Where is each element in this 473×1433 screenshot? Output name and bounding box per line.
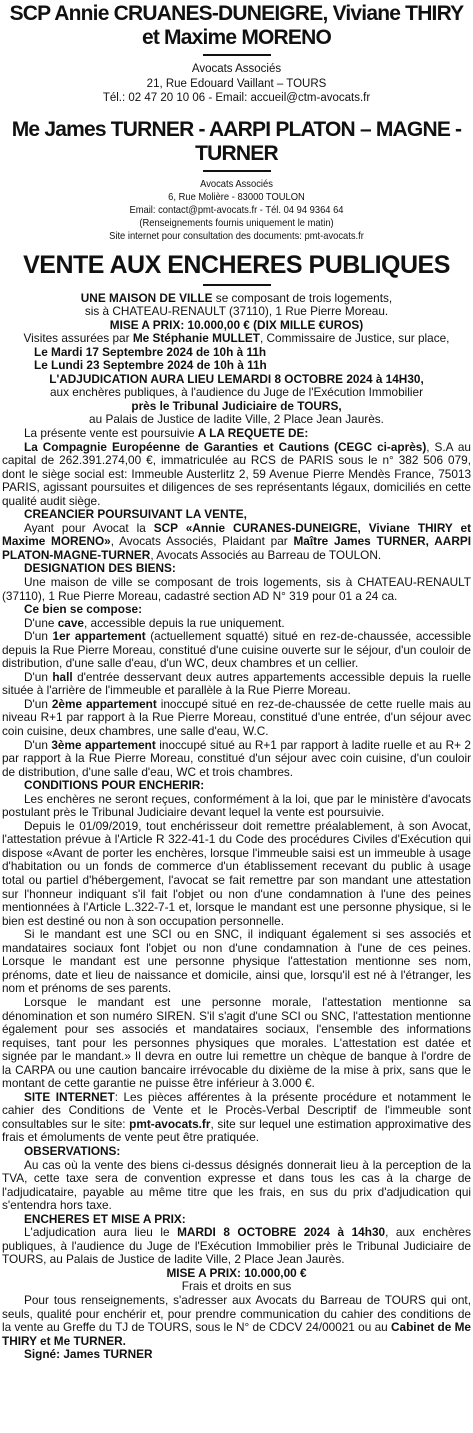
creditor-text: Ayant pour Avocat la SCP «Annie CURANES-DUNEIGRE, Viviane THIRY et Maxime MORENO», Avocats Associés, Plaidant par Maître James TURNER, AARPI PLATON-MAGNE-TURNER, Avocats Associés au Barreau de TOULON. xyxy=(2,520,471,562)
divider xyxy=(203,170,271,172)
adjudication-line4: au Palais de Justice de ladite Ville, 2 Place Jean Jaurès. xyxy=(89,412,384,427)
firm2-subtitle: Avocats Associés xyxy=(200,178,273,190)
firm1-name-line2: et Maxime MORENO xyxy=(141,26,332,49)
auction-heading: ENCHERES ET MISE A PRIX: xyxy=(24,1211,186,1226)
auction-text: L'adjudication aura lieu le MARDI 8 OCTOBRE 2024 à 14h30, aux enchères publiques, à l'audience du Juge de l'Exécution Immobilier près le Tribunal Judiciaire de TOURS, au Palais de Justice de ladite Ville, 2 Place Jean Jaurès. xyxy=(2,1225,471,1267)
item-apartment-1: D'un 1er appartement (actuellement squatté) situé en rez-de-chaussée, accessible depuis la Rue Pierre Moreau, constitué d'une cuisine ouverte sur le séjour, d'un couloir de distribution, d'une salle d'eau, d'un WC, deux chambres et un cellier. xyxy=(2,629,472,671)
observations-text: Au cas où la vente des biens ci-dessus désignés donnerait lieu à la perception de la TVA, cette taxe sera de convention expresse et dans tous les cas à la charge de l'adjudicataire, payable au même titre que les frais, en sus du prix d'adjudication qui s'entendra hors taxe. xyxy=(2,1157,471,1213)
firm1-subtitle: Avocats Associés xyxy=(191,63,282,75)
firm2-website: Site internet pour consultation des documents: pmt-avocats.fr xyxy=(109,231,364,243)
item-hall: D'un hall d'entrée desservant deux autres appartements accessible depuis la ruelle située à l'arrière de l'immeuble et parallèle à la Rue Pierre Moreau. xyxy=(2,669,471,698)
designation-text: Une maison de ville se composant de trois logements, sis à CHATEAU-RENAULT (37110), 1 Rue Pierre Moreau, cadastré section AD N° 319 pour 01 a 24 ca. xyxy=(2,575,471,603)
site-internet: SITE INTERNET: Les pièces afférentes à la présente procédure et notamment le cahier des Conditions de Vente et le Procès-Verbal Descriptif de l'immeuble sont consultables sur le site: pmt-avocats.fr, site sur lequel une estimation approximative des frais et émoluments de vente peut être pratiquée. xyxy=(2,1089,472,1145)
firm1-address: 21, Rue Edouard Vaillant – TOURS xyxy=(146,77,327,90)
item-cave: D'une cave, accessible depuis la rue uniquement. xyxy=(24,615,285,630)
notice-body xyxy=(2,292,471,1362)
visit-date-2: Le Lundi 23 Septembre 2024 de 10h à 11h xyxy=(34,358,267,373)
firm1-name-line1: SCP Annie CRUANES-DUNEIGRE, Viviane THIRY xyxy=(9,2,464,25)
visits-line: Visites assurées par Me Stéphanie MULLET, Commissaire de Justice, sur place, xyxy=(23,331,450,346)
signature: Signé: James TURNER xyxy=(24,1347,153,1362)
conditions-p2: Depuis le 01/09/2019, tout enchérisseur doit remettre préalablement, à son Avocat, l'attestation prévue à l'Article R 322-41-1 du Code des procédures Civiles d'Exécution qui dispose «Avant de porter les enchères, lorsque l'immeuble saisi est un immeuble à usage d'habitation ou un fonds de commerce d'un établissement recevant du public à usage total ou partiel d'hébergement, l'avocat se fait remettre par son mandant une attestation sur l'honneur indiquant s'il fait l'objet ou non d'une condamnation à l'une des peines mentionnées à l'Article L.322-7-1 et, lorsque le mandant est une personne physique, si le bien est destiné ou non à son occupation personnelle. xyxy=(2,818,471,928)
firm2-address: 6, Rue Molière - 83000 TOULON xyxy=(168,191,305,203)
firm1-contact: Tél.: 02 47 20 10 06 - Email: accueil@ctm-avocats.fr xyxy=(102,92,371,104)
observations-heading: OBSERVATIONS: xyxy=(24,1143,121,1158)
adjudication-line1: L'ADJUDICATION AURA LIEU LEMARDI 8 OCTOBRE 2024 à 14H30, xyxy=(49,371,424,386)
auction-price: MISE A PRIX: 10.000,00 € xyxy=(166,1265,307,1280)
firm2-note: (Renseignements fournis uniquement le matin) xyxy=(139,218,334,230)
pursuit-lead: La présente vente est poursuivie A LA REQUETE DE: xyxy=(24,425,309,440)
pursuit-company: La Compagnie Européenne de Garanties et Cautions (CEGC ci-après), S.A au capital de 262.391.274,00 €, immatriculée au RCS de PARIS sous le n° 382 506 079, dont le siège social est: Immeuble Austerlitz 2, 59 Avenue Pierre Mendès France, 75013 PARIS, agissant poursuites et diligences de ses représentants légaux, domiciliés en cette qualité audit siège. xyxy=(2,439,471,508)
conditions-heading: CONDITIONS POUR ENCHERIR: xyxy=(24,778,205,793)
conditions-p4: Lorsque le mandant est une personne morale, l'attestation mentionne sa dénomination et son numéro SIREN. S'il s'agit d'une SCI ou SNC, l'attestation mentionne également pour ses associés et mandataires sociaux, l'ensemble des informations requises, tant pour les personnes physiques que morales. L'attestation est datée et signée par le mandant.» Il devra en outre lui remettre un chèque de banque à l'ordre de la CARPA ou une caution bancaire irrévocable du dixième de la mise à prix, sans que le montant de cette garantie ne puisse être inférieur à 3.000 €. xyxy=(2,994,471,1091)
intro-line1: UNE MAISON DE VILLE se composant de trois logements, xyxy=(80,290,393,305)
adjudication-line2: aux enchères publiques, à l'audience du Juge de l'Exécution Immobilier xyxy=(49,385,424,400)
info-text: Pour tous renseignements, s'adresser aux Avocats du Barreau de TOURS qui ont, seuls, qualité pour enchérir et, pour prendre communication du cahier des conditions de la vente au Greffe du TJ de TOURS, sous le N° de CDCV 24/00021 ou au Cabinet de Me THIRY et Me TURNER. xyxy=(2,1292,471,1348)
divider xyxy=(203,284,271,286)
intro-line2: sis à CHATEAU-RENAULT (37110), 1 Rue Pierre Moreau. xyxy=(84,304,389,319)
conditions-p1: Les enchères ne seront reçues, conformément à la loi, que par le ministère d'avocats postulant près le Tribunal Judiciaire devant lequel la vente est poursuivie. xyxy=(2,791,471,820)
conditions-p3: Si le mandant est une SCI ou en SNC, il indiquant également si ses associés et mandataires sociaux font l'objet ou non d'une condamnation à l'une de ces peines. Lorsque le mandant est une personne physique l'attestation mentionne ses nom, prénoms, date et lieu de naissance et domicile, ainsi que, lorsqu'il est né à l'étranger, les nom et prénoms de ses parents. xyxy=(2,927,471,996)
designation-heading: DESIGNATION DES BIENS: xyxy=(24,561,176,576)
firm2-contact: Email: contact@pmt-avocats.fr - Tél. 04 94 9364 64 xyxy=(129,204,344,216)
creditor-heading: CREANCIER POURSUIVANT LA VENTE, xyxy=(24,507,247,522)
auction-fees: Frais et droits en sus xyxy=(181,1279,292,1294)
visit-date-1: Le Mardi 17 Septembre 2024 de 10h à 11h xyxy=(34,344,267,359)
intro-price: MISE A PRIX: 10.000,00 € (DIX MILLE €UROS) xyxy=(109,317,364,332)
firm2-name: Me James TURNER - AARPI PLATON – MAGNE - TURNER xyxy=(11,117,462,165)
adjudication-line3: près le Tribunal Judiciaire de TOURS, xyxy=(131,398,342,413)
page-title: VENTE AUX ENCHERES PUBLIQUES xyxy=(23,250,450,279)
item-apartment-3: D'un 3ème appartement inoccupé situé au R+1 par rapport à ladite ruelle et au R+ 2 par rapport à la Rue Pierre Moreau, constitué d'un séjour avec coin cuisine, d'un couloir de distribution, d'une salle d'eau, WC et trois chambres. xyxy=(2,737,471,779)
divider xyxy=(203,54,271,56)
item-apartment-2: D'un 2ème appartement inoccupé situé en rez-de-chaussée de cette ruelle mais au niveau R+1 par rapport à la Rue Pierre Moreau, constitué d'une entrée, d'un séjour avec coin cuisine, deux chambres, une salle d'eau, W.C. xyxy=(2,696,471,739)
designation-sub: Ce bien se compose: xyxy=(24,602,143,617)
